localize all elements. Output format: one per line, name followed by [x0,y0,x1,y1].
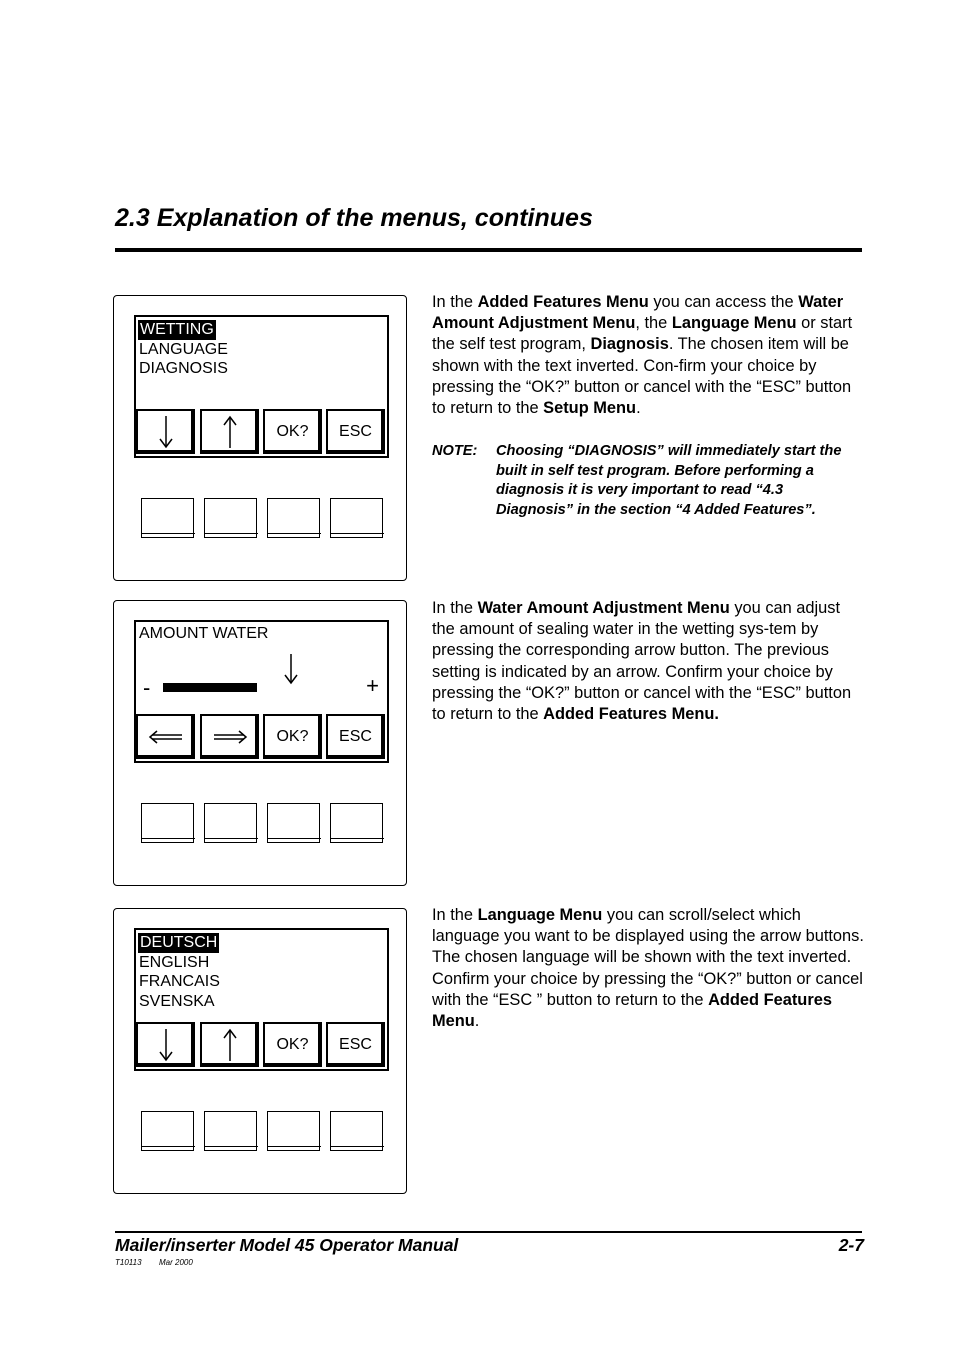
display-screen [134,620,389,763]
bold-term: Added Features Menu [477,293,649,311]
bold-term: Diagnosis [590,335,669,354]
amount-water-label: AMOUNT WATER [139,625,269,642]
hardware-button-1[interactable] [141,1111,194,1151]
note-label: NOTE: [432,443,478,459]
hardware-button-3[interactable] [267,1111,320,1151]
title-rule [115,248,862,252]
bold-term: Added Features Menu. [543,705,719,724]
section-title: 2.3 Explanation of the menus, continues [115,204,593,232]
softkey-ok: OK? [263,409,322,454]
softkey-ok: OK? [263,1022,322,1067]
plus-sign: + [366,673,379,698]
text-run: . The chosen item will be shown with the text inverted. Con-firm your choice by pressing the “OK?” button or cancel with the “ESC” button to return to the [432,335,852,418]
softkey-esc: ESC [326,1022,385,1067]
hardware-button-2[interactable] [204,498,257,538]
hardware-button-1[interactable] [141,803,194,843]
down-arrow-icon [281,652,301,686]
bold-term: Language Menu [671,314,797,333]
hardware-button-3[interactable] [267,498,320,538]
bold-term: Added Features Menu [432,990,832,1031]
bold-term: Water Amount Adjustment Menu [477,599,730,617]
hardware-button-4[interactable] [330,803,383,843]
document-number: T10113 [115,1258,142,1267]
menu-item-diagnosis: DIAGNOSIS [139,360,228,377]
note-block [432,442,864,520]
left-arrow-icon [148,730,184,744]
menu-item-wetting: WETTING [140,321,214,338]
water-amount-panel [113,600,407,886]
softkey-right [200,714,259,759]
hardware-button-1[interactable] [141,498,194,538]
softkey-esc: ESC [326,714,385,759]
hardware-button-4[interactable] [330,498,383,538]
text-run: . [636,399,641,418]
amount-bar [163,683,257,692]
hardware-button-2[interactable] [204,1111,257,1151]
text-run: you can access the [648,293,799,311]
softkey-up [200,409,259,454]
added-features-panel [113,295,407,581]
document-date: Mar 2000 [159,1258,193,1267]
up-arrow-icon [220,414,240,450]
right-arrow-icon [212,730,248,744]
text-run: you can adjust the amount of sealing water in the wetting sys-tem by pressing the corresponding arrow button. The previous setting is indicated by an arrow. Confirm your choice by pressing the “OK?” button or cancel with the “ESC” button to return to the [432,599,852,724]
text-run: you can scroll/select which language you want to be displayed using the arrow buttons. The chosen language will be shown with the text inverted. Confirm your choice by pressing the “OK?” button or cancel with the “ESC ” button to return to the [432,906,864,1009]
language-item-english: ENGLISH [139,953,210,971]
softkey-ok: OK? [263,714,322,759]
text-run: In the [432,599,478,617]
text-run: or start the self test program, [432,314,853,354]
up-arrow-icon [220,1027,240,1063]
bold-term: Water Amount Adjustment Menu [432,293,844,333]
language-panel [113,908,407,1194]
paragraph-language [432,905,864,1032]
softkey-esc: ESC [326,409,385,454]
hardware-button-3[interactable] [267,803,320,843]
softkey-up [200,1022,259,1067]
footer-title: Mailer/inserter Model 45 Operator Manual [115,1235,459,1255]
bold-term: Setup Menu [543,399,637,418]
note-text: Choosing “DIAGNOSIS” will immediately start the built in self test program. Before performing a diagnosis it is very important to read “4.3 Diagnosis” in the section “4 Added Features”. [496,443,842,518]
softkey-down [136,1022,195,1067]
minus-sign: - [143,675,151,700]
footer-rule [115,1231,862,1233]
hardware-button-4[interactable] [330,1111,383,1151]
softkey-down [136,409,195,454]
bold-term: Language Menu [477,906,603,924]
language-item-deutsch: DEUTSCH [140,934,218,951]
softkey-left [136,714,195,759]
hardware-button-2[interactable] [204,803,257,843]
text-run: In the [432,293,478,311]
language-item-svenska: SVENSKA [139,992,215,1010]
paragraph-added-features [432,292,864,419]
display-screen [134,928,389,1071]
down-arrow-icon [156,1027,176,1063]
display-screen [134,315,389,458]
text-run: In the [432,906,478,924]
down-arrow-icon [156,414,176,450]
paragraph-water-amount [432,598,864,725]
language-item-francais: FRANCAIS [139,973,220,990]
page-number: 2-7 [838,1235,864,1255]
text-run: , the [635,314,672,333]
text-run: . [474,1012,480,1031]
menu-item-language: LANGUAGE [139,340,228,358]
